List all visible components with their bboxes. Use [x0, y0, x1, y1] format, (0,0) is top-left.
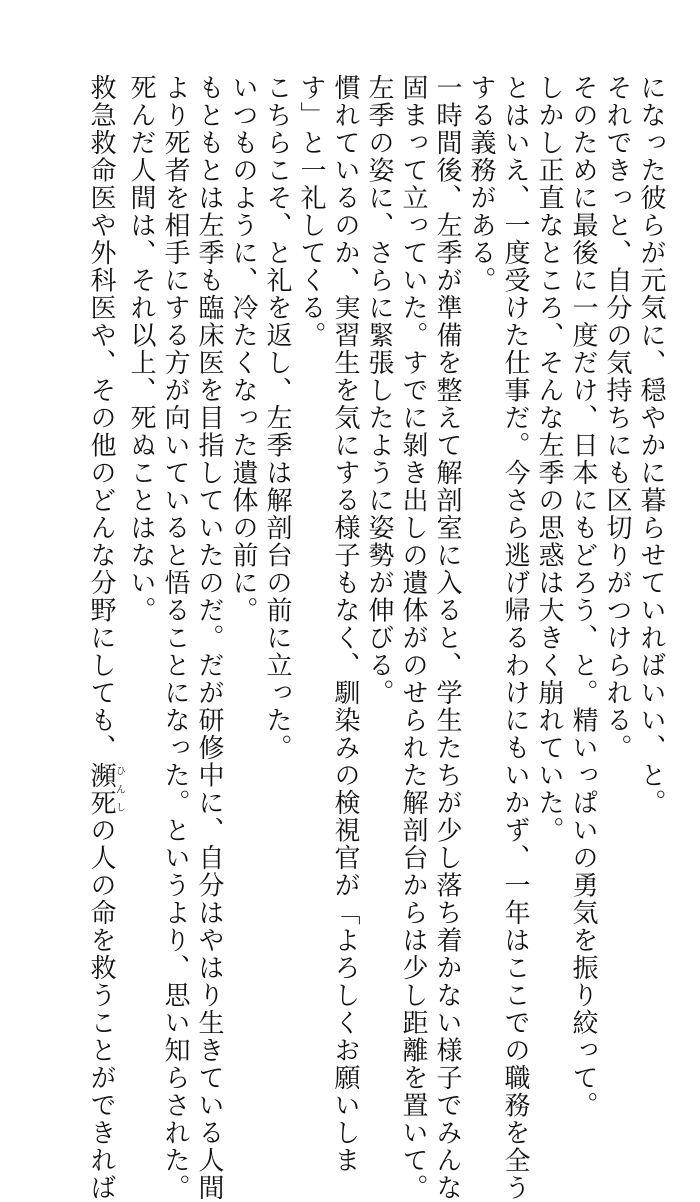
- text-column: そのために最後に一度だけ、日本にもどろう、と。精いっぱいの勇気を振り絞って。: [568, 74, 598, 1119]
- ruby-word: [86, 761, 125, 817]
- ruby-reading: ひんし: [113, 761, 125, 817]
- last-column-before: 救急救命医や外科医や、その他のどんな分野にしても、: [86, 74, 116, 762]
- text-column: する義務がある。: [466, 74, 496, 294]
- text-column: より死者を相手にする方が向いていると悟ることになった。というより、思い知らされた。: [160, 74, 190, 1202]
- text-column: す」と一礼してくる。: [296, 74, 326, 349]
- text-column: 慣れているのか、実習生を気にする様子もなく、馴染みの検視官が「よろしくお願いしま: [330, 74, 360, 1174]
- text-column: いつものように、冷たくなった遺体の前に。: [228, 74, 258, 624]
- text-column: とはいえ、一度受けた仕事だ。今さら逃げ帰るわけにもいかず、一年はここでの職務を全う: [500, 74, 530, 1202]
- text-column: 一時間後、左季が準備を整えて解剖室に入ると、学生たちが少し落ち着かない様子でみんな: [432, 74, 462, 1202]
- last-column-after: の人の命を救うことができれば: [86, 816, 116, 1202]
- text-column: 固まって立っていた。すでに剝き出しの遺体がのせられた解剖台からは少し距離を置いて。: [398, 74, 428, 1202]
- text-column: しかし正直なところ、そんな左季の思惑は大きく崩れていた。: [534, 74, 564, 844]
- text-column: こちらこそ、と礼を返し、左季は解剖台の前に立った。: [262, 74, 292, 762]
- text-column: もともとは左季も臨床医を目指していたのだ。だが研修中に、自分はやはり生きている人間: [194, 74, 224, 1202]
- text-column: になった彼らが元気に、穏やかに暮らせていればいい、と。: [636, 74, 666, 817]
- text-column: 死んだ人間は、それ以上、死ぬことはない。: [126, 74, 156, 624]
- text-column-last: [84, 74, 125, 1202]
- vertical-text-body: [84, 74, 668, 1202]
- ruby-base: 瀕死: [86, 761, 116, 817]
- text-column: 左季の姿に、さらに緊張したように姿勢が伸びる。: [364, 74, 394, 707]
- text-column: それできっと、自分の気持ちにも区切りがつけられる。: [602, 74, 632, 762]
